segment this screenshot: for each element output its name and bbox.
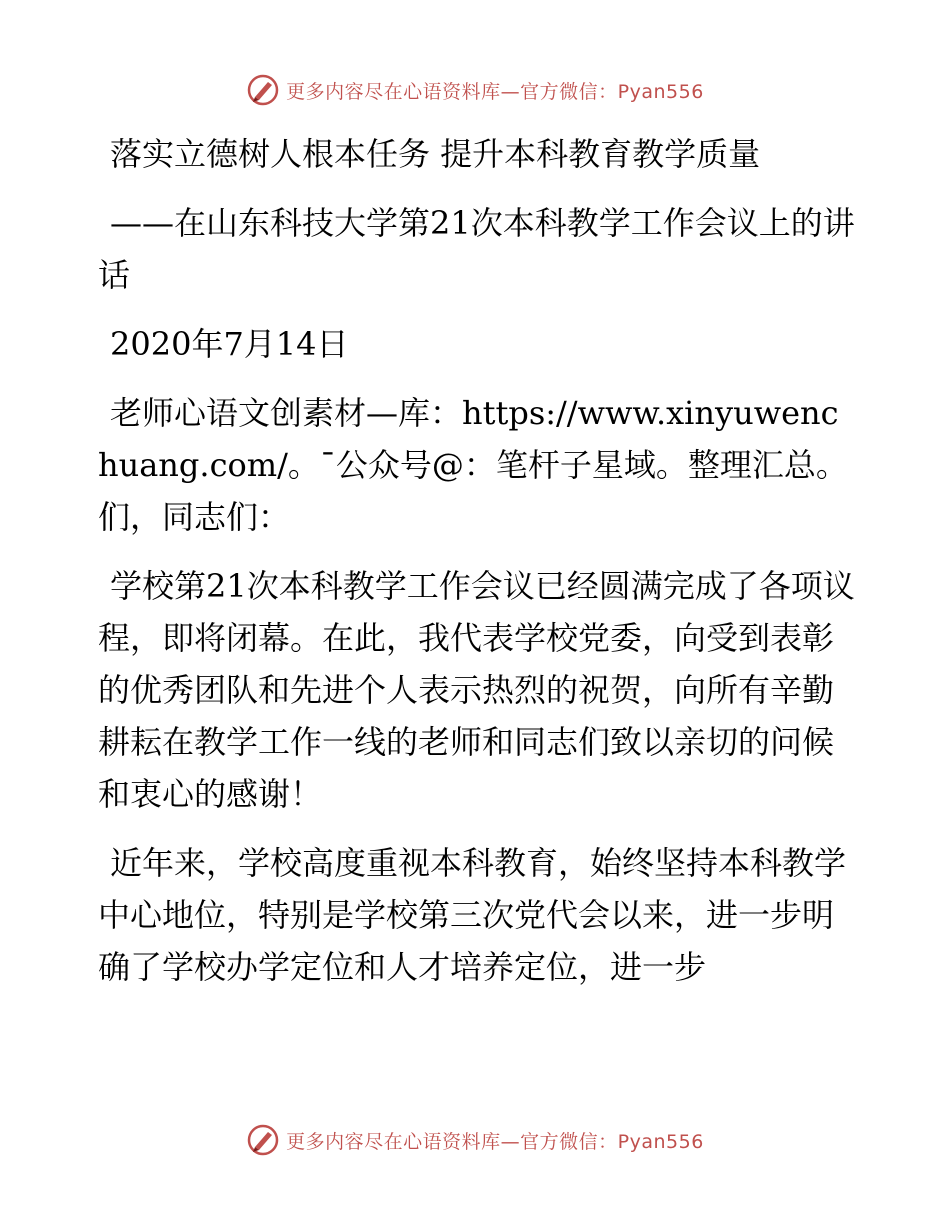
document-date: 2020年7月14日 bbox=[110, 325, 349, 363]
paragraph-2: 近年来，学校高度重视本科教育，始终坚持本科教学中心地位，特别是学校第三次党代会以来，进一步明确了学校办学定位和人才培养定位，进一步 bbox=[98, 844, 847, 986]
document-body bbox=[98, 128, 858, 1010]
watermark-text: 更多内容尽在心语资料库—官方微信：Pyan556 bbox=[286, 80, 704, 103]
document-title: 落实立德树人根本任务 提升本科教育教学质量 bbox=[110, 135, 761, 173]
document-subtitle: ——在山东科技大学第21次本科教学工作会议上的讲话 bbox=[98, 204, 855, 294]
footer-watermark bbox=[0, 1120, 950, 1160]
watermark-text: 更多内容尽在心语资料库—官方微信：Pyan556 bbox=[286, 1130, 704, 1153]
pen-seal-icon bbox=[246, 1123, 280, 1157]
header-watermark bbox=[0, 70, 950, 110]
paragraph-1: 学校第21次本科教学工作会议已经圆满完成了各项议程，即将闭幕。在此，我代表学校党委，向受到表彰的优秀团队和先进个人表示热烈的祝贺，向所有辛勤耕耘在教学工作一线的老师和同志们致以亲切的问候和衷心的感谢！ bbox=[98, 567, 855, 813]
source-note: 老师心语文创素材—库：https://www.xinyuwenchuang.com/。¯公众号@：笔杆子星域。整理汇总。们，同志们： bbox=[98, 394, 848, 536]
pen-seal-icon bbox=[246, 73, 280, 107]
